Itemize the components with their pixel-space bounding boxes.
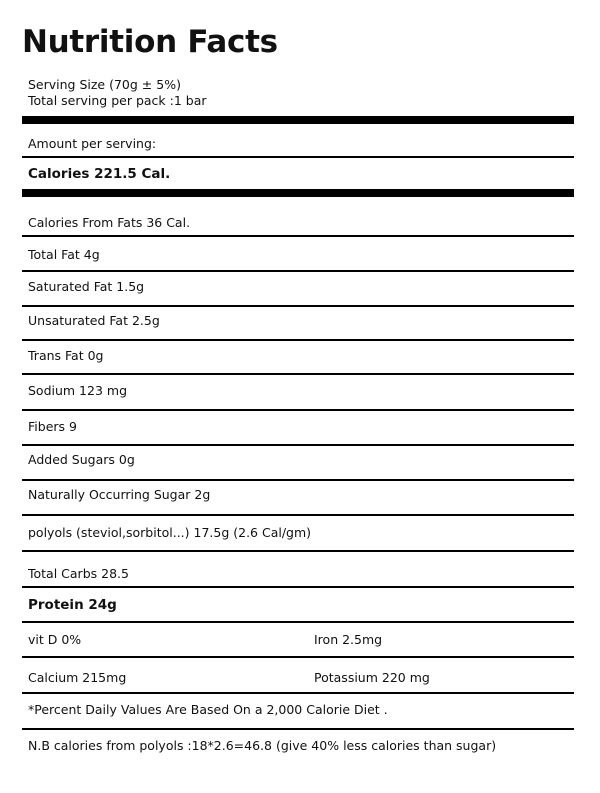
divider <box>22 514 574 516</box>
polyols: polyols (steviol,sorbitol...) 17.5g (2.6 Cal/gm) <box>28 525 312 540</box>
serving-info <box>28 77 207 109</box>
divider <box>22 305 574 307</box>
polyols-note: N.B calories from polyols :18*2.6=46.8 (give 40% less calories than sugar) <box>28 738 497 753</box>
thick-divider <box>22 116 574 124</box>
calories-from-fats: Calories From Fats 36 Cal. <box>28 215 191 230</box>
page-title: Nutrition Facts <box>22 24 278 60</box>
divider <box>22 156 574 158</box>
serving-size: Serving Size (70g ± 5%) <box>28 77 181 92</box>
divider <box>22 728 574 730</box>
saturated-fat: Saturated Fat 1.5g <box>28 279 145 294</box>
fibers: Fibers 9 <box>28 419 77 434</box>
divider <box>22 479 574 481</box>
divider <box>22 550 574 552</box>
divider <box>22 586 574 588</box>
unsaturated-fat: Unsaturated Fat 2.5g <box>28 313 160 328</box>
calories-total: Calories 221.5 Cal. <box>28 166 171 182</box>
divider <box>22 339 574 341</box>
servings-per-pack: Total serving per pack :1 bar <box>28 93 207 108</box>
divider <box>22 409 574 411</box>
total-fat: Total Fat 4g <box>28 247 100 262</box>
iron: Iron 2.5mg <box>314 632 383 647</box>
divider <box>22 621 574 623</box>
vit-d: vit D 0% <box>28 632 82 647</box>
divider <box>22 373 574 375</box>
amount-per-serving-label: Amount per serving: <box>28 136 157 151</box>
divider <box>22 692 574 694</box>
divider <box>22 235 574 237</box>
sodium: Sodium 123 mg <box>28 383 128 398</box>
potassium: Potassium 220 mg <box>314 670 430 685</box>
naturally-occurring-sugar: Naturally Occurring Sugar 2g <box>28 487 211 502</box>
divider <box>22 656 574 658</box>
protein: Protein 24g <box>28 597 117 613</box>
divider <box>22 444 574 446</box>
thick-divider <box>22 189 574 197</box>
calcium: Calcium 215mg <box>28 670 127 685</box>
total-carbs: Total Carbs 28.5 <box>28 566 129 581</box>
daily-values-footnote: *Percent Daily Values Are Based On a 2,000 Calorie Diet . <box>28 702 388 717</box>
divider <box>22 270 574 272</box>
added-sugars: Added Sugars 0g <box>28 452 135 467</box>
trans-fat: Trans Fat 0g <box>28 348 104 363</box>
